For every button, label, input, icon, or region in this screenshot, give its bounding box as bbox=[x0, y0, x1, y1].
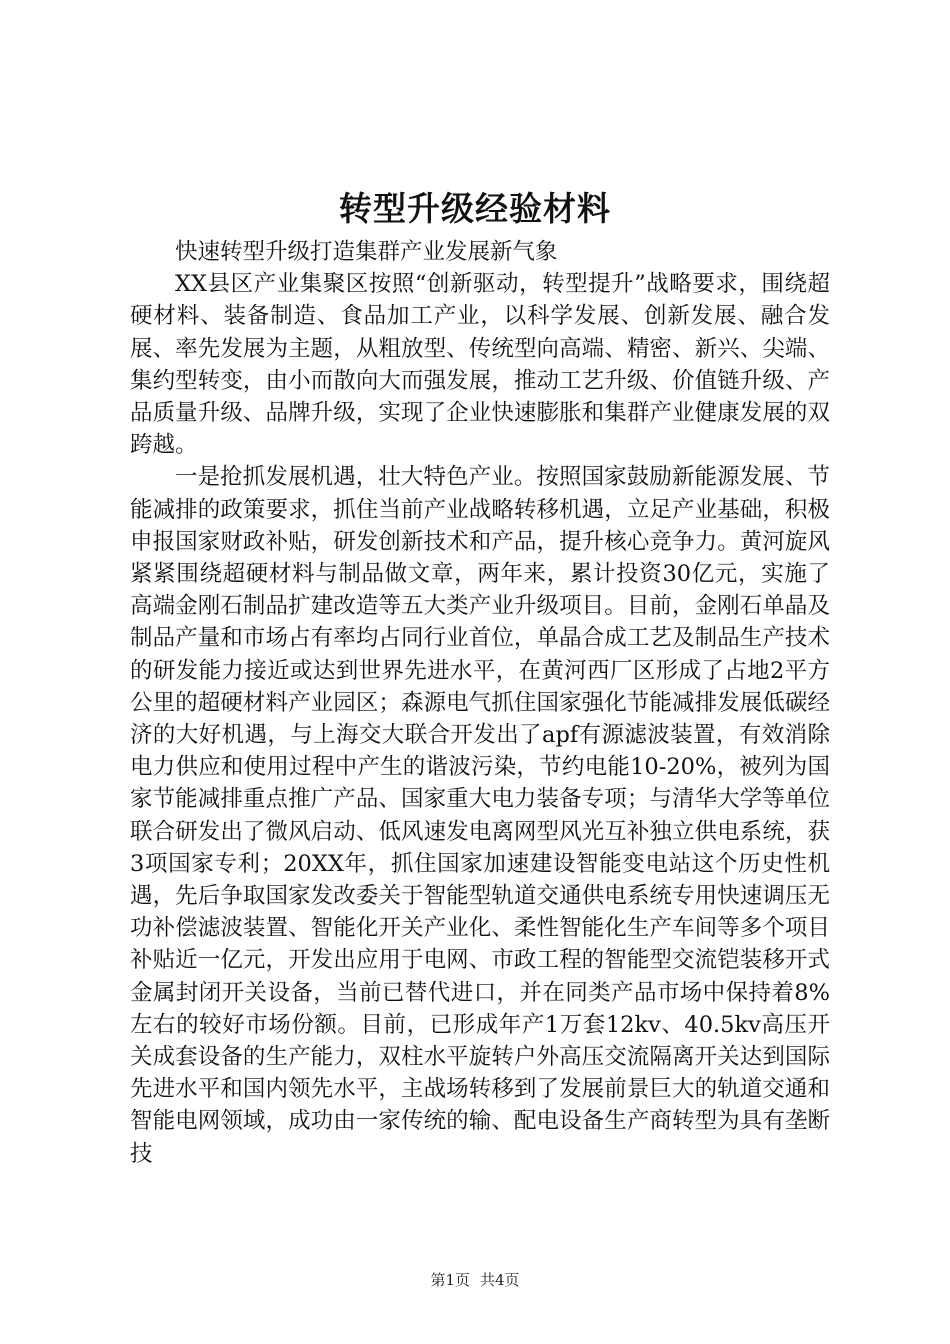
document-body bbox=[130, 236, 830, 1170]
document-subtitle: 快速转型升级打造集群产业发展新气象 bbox=[175, 239, 558, 265]
document-title: 转型升级经验材料 bbox=[339, 189, 611, 228]
paragraph-intro: XX县区产业集聚区按照“创新驱动，转型提升”战略要求，围绕超硬材料、装备制造、食品加工产业，以科学发展、创新发展、融合发展、率先发展为主题，从粗放型、传统型向高端、精密、新兴、尖端、集约型转变，由小而散向大而强发展，推动工艺升级、价值链升级、产品质量升级、品牌升级，实现了企业快速膨胀和集群产业健康发展的双跨越。 bbox=[130, 271, 830, 459]
paragraph-point-one: 一是抢抓发展机遇，壮大特色产业。按照国家鼓励新能源发展、节能减排的政策要求，抓住当前产业战略转移机遇，立足产业基础，积极申报国家财政补贴，研发创新技术和产品，提升核心竞争力。黄河旋风紧紧围绕超硬材料与制品做文章，两年来，累计投资30亿元，实施了高端金刚石制品扩建改造等五大类产业升级项目。目前，金刚石单晶及制品产量和市场占有率均占同行业首位，单晶合成工艺及制品生产技术的研发能力接近或达到世界先进水平，在黄河西厂区形成了占地2平方公里的超硬材料产业园区；森源电气抓住国家强化节能减排发展低碳经济的大好机遇，与上海交大联合开发出了apf有源滤波装置，有效消除电力供应和使用过程中产生的谐波污染，节约电能10-20%，被列为国家节能减排重点推广产品、国家重大电力装备专项；与清华大学等单位联合研发出了微风启动、低风速发电离网型风光互补独立供电系统，获3项国家专利；20XX年，抓住国家加速建设智能变电站这个历史性机遇，先后争取国家发改委关于智能型轨道交通供电系统专用快速调压无功补偿滤波装置、智能化开关产业化、柔性智能化生产车间等多个项目补贴近一亿元，开发出应用于电网、市政工程的智能型交流铠装移开式金属封闭开关设备，当前已替代进口，并在同类产品市场中保持着8%左右的较好市场份额。目前，已形成年产1万套12kv、40.5kv高压开关成套设备的生产能力，双柱水平旋转户外高压交流隔离开关达到国际先进水平和国内领先水平，主战场转移到了发展前景巨大的轨道交通和智能电网领域，成功由一家传统的输、配电设备生产商转型为具有垄断技 bbox=[130, 464, 830, 1167]
page-total: 共4页 bbox=[480, 1271, 520, 1289]
page-footer bbox=[0, 1270, 950, 1290]
page-number: 第1页 bbox=[430, 1271, 470, 1289]
